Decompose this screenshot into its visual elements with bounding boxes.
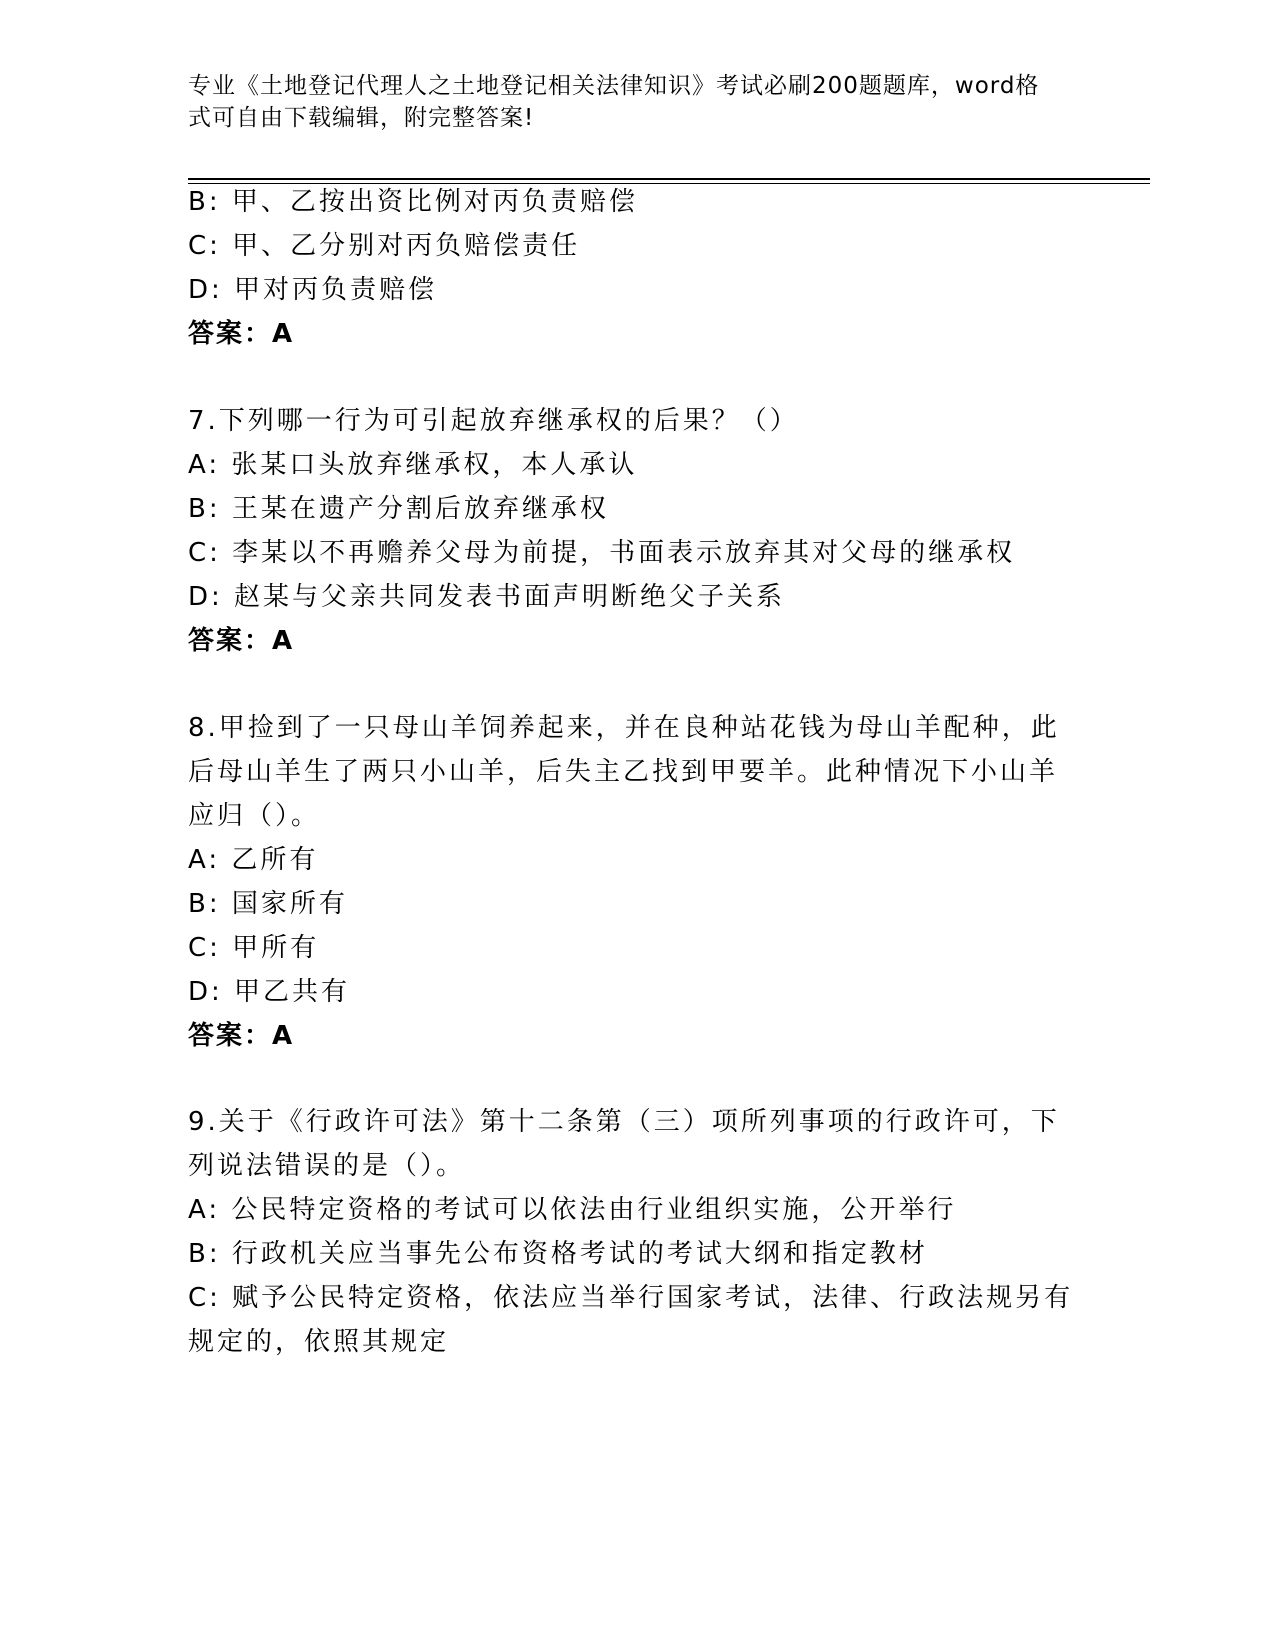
q9-option-a: A: 公民特定资格的考试可以依法由行业组织实施，公开举行: [188, 1195, 957, 1225]
prev-option-d: D: 甲对丙负责赔偿: [188, 275, 438, 305]
q7-answer: 答案：A: [188, 626, 295, 656]
prev-option-c: C: 甲、乙分别对丙负赔偿责任: [188, 231, 581, 261]
header-divider-thick: [188, 178, 1150, 180]
q9-option-c-line-2: 规定的，依照其规定: [188, 1327, 450, 1357]
prev-option-b: B: 甲、乙按出资比例对丙负责赔偿: [188, 187, 638, 217]
q8-option-d: D: 甲乙共有: [188, 977, 351, 1007]
q8-answer: 答案：A: [188, 1021, 295, 1051]
header-title-line-1: 专业《土地登记代理人之土地登记相关法律知识》考试必刷200题题库，word格: [188, 73, 1040, 99]
header-title-line-2: 式可自由下载编辑，附完整答案!: [188, 105, 535, 131]
header-divider-thin: [188, 183, 1150, 184]
q9-option-c-line-1: C: 赋予公民特定资格，依法应当举行国家考试，法律、行政法规另有: [188, 1283, 1074, 1313]
q9-stem-line-2: 列说法错误的是（）。: [188, 1151, 466, 1181]
q8-option-a: A: 乙所有: [188, 845, 319, 875]
q8-option-c: C: 甲所有: [188, 933, 320, 963]
q7-option-b: B: 王某在遗产分割后放弃继承权: [188, 494, 609, 524]
q8-stem-line-2: 后母山羊生了两只小山羊，后失主乙找到甲要羊。此种情况下小山羊: [188, 757, 1059, 787]
q7-stem: 7.下列哪一行为可引起放弃继承权的后果？（）: [188, 406, 799, 436]
document-header: [188, 70, 1068, 134]
q8-stem-line-1: 8.甲捡到了一只母山羊饲养起来，并在良种站花钱为母山羊配种，此: [188, 713, 1060, 743]
q7-option-c: C: 李某以不再赡养父母为前提，书面表示放弃其对父母的继承权: [188, 538, 1016, 568]
prev-answer: 答案：A: [188, 319, 295, 349]
q9-option-b: B: 行政机关应当事先公布资格考试的考试大纲和指定教材: [188, 1239, 928, 1269]
q8-stem-line-3: 应归（）。: [188, 801, 321, 831]
q8-option-b: B: 国家所有: [188, 889, 348, 919]
q7-option-d: D: 赵某与父亲共同发表书面声明断绝父子关系: [188, 582, 786, 612]
q7-option-a: A: 张某口头放弃继承权，本人承认: [188, 450, 638, 480]
q9-stem-line-1: 9.关于《行政许可法》第十二条第（三）项所列事项的行政许可，下: [188, 1107, 1060, 1137]
